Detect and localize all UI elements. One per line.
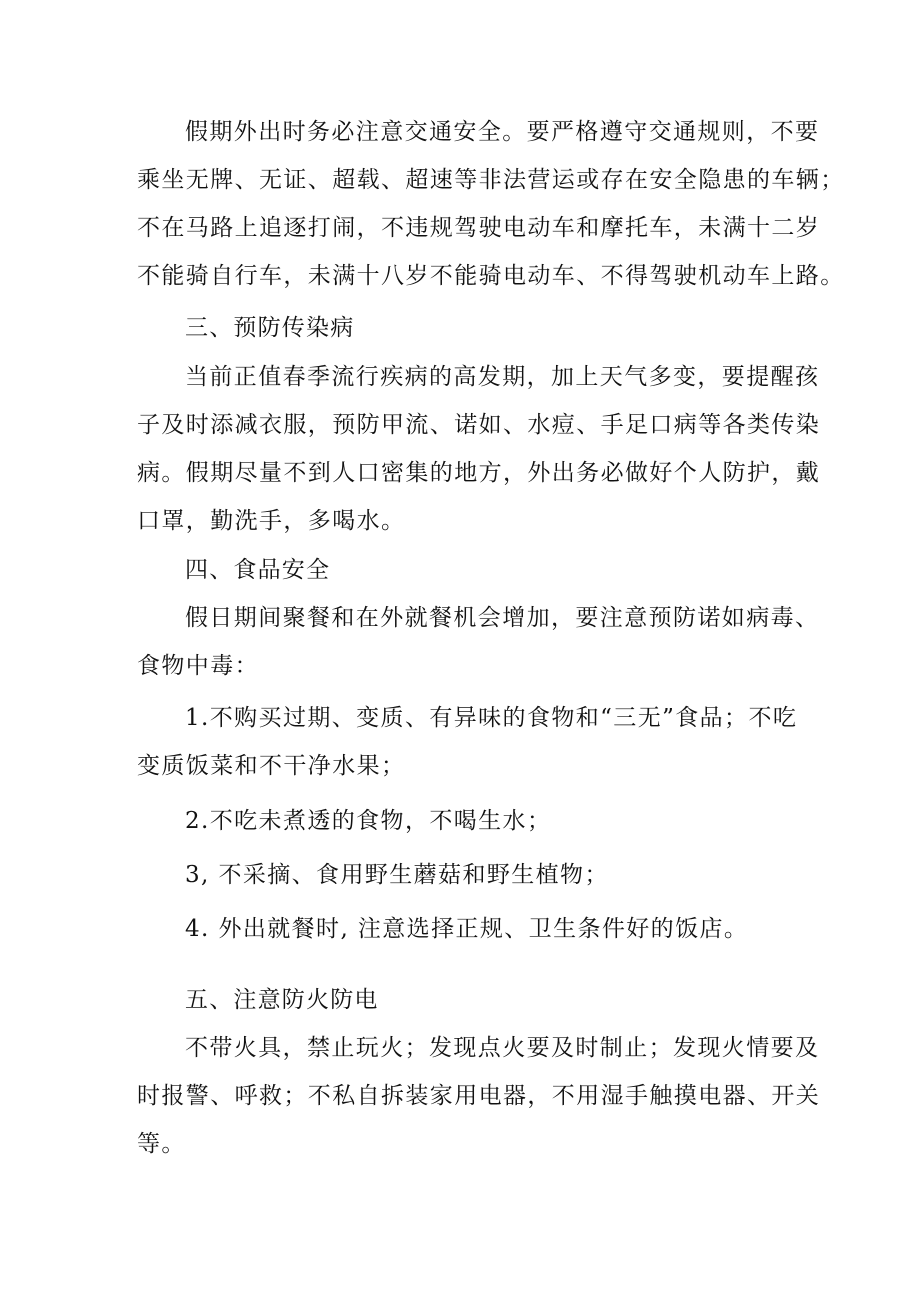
paragraph-line: 假期外出时务必注意交通安全。要严格遵守交通规则，不要 xyxy=(185,119,820,145)
list-item: 2.不吃未煮透的食物，不喝生水； xyxy=(185,808,552,834)
paragraph-line: 当前正值春季流行疾病的高发期，加上天气多变，要提醒孩 xyxy=(185,364,820,390)
list-item: 3, 不采摘、食用野生蘑菇和野生植物； xyxy=(185,862,609,888)
section-heading: 五、注意防火防电 xyxy=(185,987,379,1013)
paragraph-line: 口罩，勤洗手，多喝水。 xyxy=(137,508,406,534)
section-heading: 三、预防传染病 xyxy=(185,315,355,341)
paragraph-line: 食物中毒： xyxy=(137,653,259,679)
paragraph-line: 乘坐无牌、无证、超载、超速等非法营运或存在安全隐患的车辆； xyxy=(137,167,845,193)
paragraph-line: 不带火具，禁止玩火；发现点火要及时制止；发现火情要及 xyxy=(185,1035,820,1061)
paragraph-line: 等。 xyxy=(137,1131,186,1157)
list-item: 1.不购买过期、变质、有异味的食物和“三无”食品；不吃 xyxy=(185,705,798,731)
paragraph-line: 假日期间聚餐和在外就餐机会增加，要注意预防诺如病毒、 xyxy=(185,605,820,631)
paragraph-line: 不能骑自行车，未满十八岁不能骑电动车、不得驾驶机动车上路。 xyxy=(137,263,845,289)
list-item-continuation: 变质饭菜和不干净水果； xyxy=(137,753,406,779)
list-item: 4. 外出就餐时, 注意选择正规、卫生条件好的饭店。 xyxy=(185,916,749,942)
paragraph-line: 不在马路上追逐打闹，不违规驾驶电动车和摩托车，未满十二岁 xyxy=(137,215,821,241)
paragraph-line: 病。假期尽量不到人口密集的地方，外出务必做好个人防护，戴 xyxy=(137,460,821,486)
paragraph-line: 子及时添减衣服，预防甲流、诺如、水痘、手足口病等各类传染 xyxy=(137,412,821,438)
paragraph-line: 时报警、呼救；不私自拆装家用电器，不用湿手触摸电器、开关 xyxy=(137,1083,821,1109)
section-heading: 四、食品安全 xyxy=(185,557,331,583)
